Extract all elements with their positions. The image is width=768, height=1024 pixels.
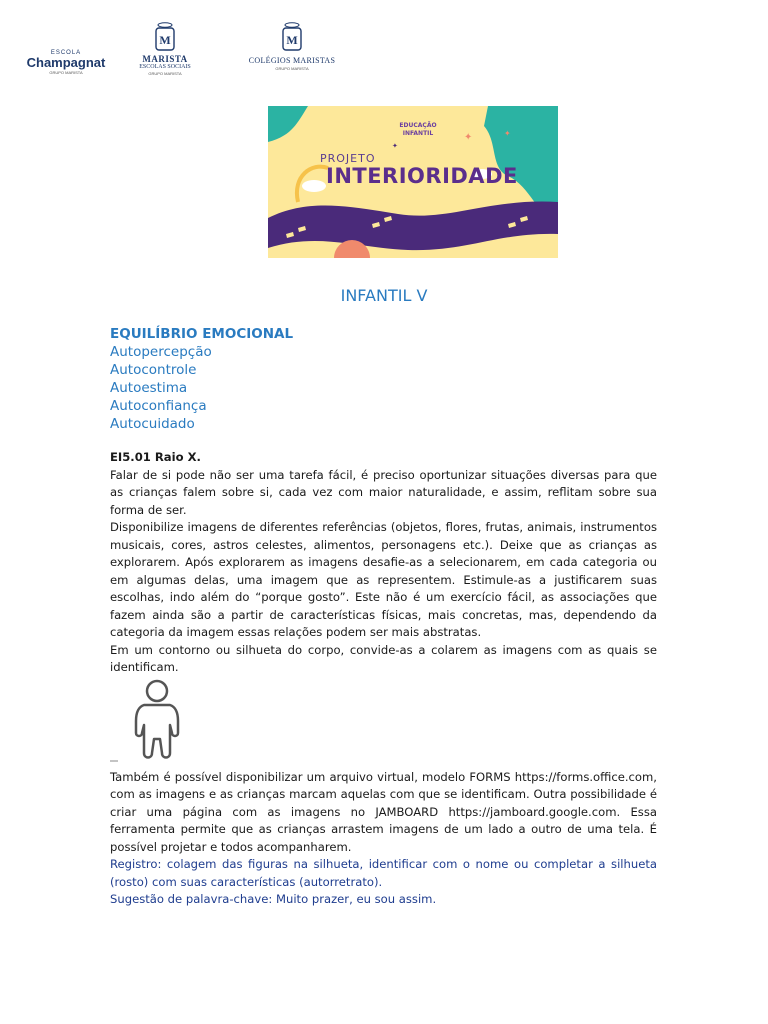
champagnat-logo xyxy=(26,50,106,75)
header-logos xyxy=(26,20,336,84)
marista-logo-group: GRUPO MARISTA xyxy=(148,71,182,76)
colegios-maristas-logo xyxy=(246,20,338,72)
colegios-logo-name: COLÉGIOS MARISTAS xyxy=(248,56,336,65)
champagnat-logo-name: Champagnat xyxy=(26,55,106,70)
project-banner xyxy=(268,106,558,258)
banner-title: INTERIORIDADE xyxy=(326,164,518,188)
paragraph: Também é possível disponibilizar um arquivo virtual, modelo FORMS https://forms.office.com, com as imagens e as crianças marcam aquelas com que se identificam. Outra possibilidade é criar uma página com as imagens no JAMBOARD https://jamboard.google.com. Essa ferramenta permite que as crianças arrastem imagens de um lado a outro de uma tela. É possível projetar e todos acompanharem. xyxy=(110,769,657,854)
colegios-logo-group: GRUPO MARISTA xyxy=(275,66,309,71)
paragraph: Disponibilize imagens de diferentes referências (objetos, flores, frutas, animais, instrumentos musicais, cores, astros celestes, alimentos, personagens etc.). Deixe que as crianças as explorarem. Após explorarem as imagens desafie-as a selecionarem, em cada categoria ou em algumas delas, uma imagem que as representem. Estimule-as a justificarem suas escolhas, indo além do “porque gosto”. Este não é um exercício fácil, as associações que fazem ainda são a partir de características físicas, mais concretas, mas, dependendo da categoria da imagem essas relações podem ser mais abstratas. xyxy=(110,520,657,639)
banner-project-label: PROJETO xyxy=(320,152,376,165)
svg-text:✦: ✦ xyxy=(392,142,398,150)
skill-item: Autopercepção xyxy=(110,344,212,360)
marista-emblem-icon xyxy=(148,20,182,54)
colegios-emblem-icon xyxy=(275,20,309,56)
marista-escolas-sociais-logo xyxy=(134,20,196,77)
paragraph: Falar de si pode não ser uma tarefa fácil, é preciso oportunizar situações diversas para que as crianças falem sobre si, cada vez com maior naturalidade, e assim, reflitam sobre sua forma de ser. xyxy=(110,467,657,517)
svg-text:M: M xyxy=(286,33,298,47)
activity-body xyxy=(110,449,657,909)
keyword-suggestion: Sugestão de palavra-chave: Muito prazer, eu sou assim. xyxy=(110,892,437,906)
skill-item: Autocontrole xyxy=(110,362,197,378)
skill-item: Autocuidado xyxy=(110,416,195,432)
registro-note: Registro: colagem das figuras na silhueta, identificar com o nome ou completar a silhueta (rosto) com suas características (autorretrato). xyxy=(110,857,657,889)
page-heading: INFANTIL V xyxy=(340,286,428,305)
paragraph: Em um contorno ou silhueta do corpo, convide-as a colarem as imagens com as quais se identificam. xyxy=(110,642,657,674)
skill-item: Autoconfiança xyxy=(110,398,207,414)
skills-title: EQUILÍBRIO EMOCIONAL xyxy=(110,326,294,342)
marista-logo-name: MARISTA xyxy=(142,54,188,64)
svg-text:M: M xyxy=(159,33,171,47)
skill-item: Autoestima xyxy=(110,380,188,396)
banner-kicker: EDUCAÇÃO INFANTIL xyxy=(399,122,437,137)
champagnat-logo-group: GRUPO MARISTA xyxy=(49,70,83,75)
activity-title: EI5.01 Raio X. xyxy=(110,450,201,464)
svg-text:✦: ✦ xyxy=(464,132,473,143)
champagnat-logo-kicker: ESCOLA xyxy=(50,50,82,56)
skills-list xyxy=(110,325,293,433)
person-silhouette-icon xyxy=(110,679,206,763)
marista-logo-sub: ESCOLAS SOCIAIS xyxy=(139,64,191,70)
svg-text:✦: ✦ xyxy=(504,129,511,138)
